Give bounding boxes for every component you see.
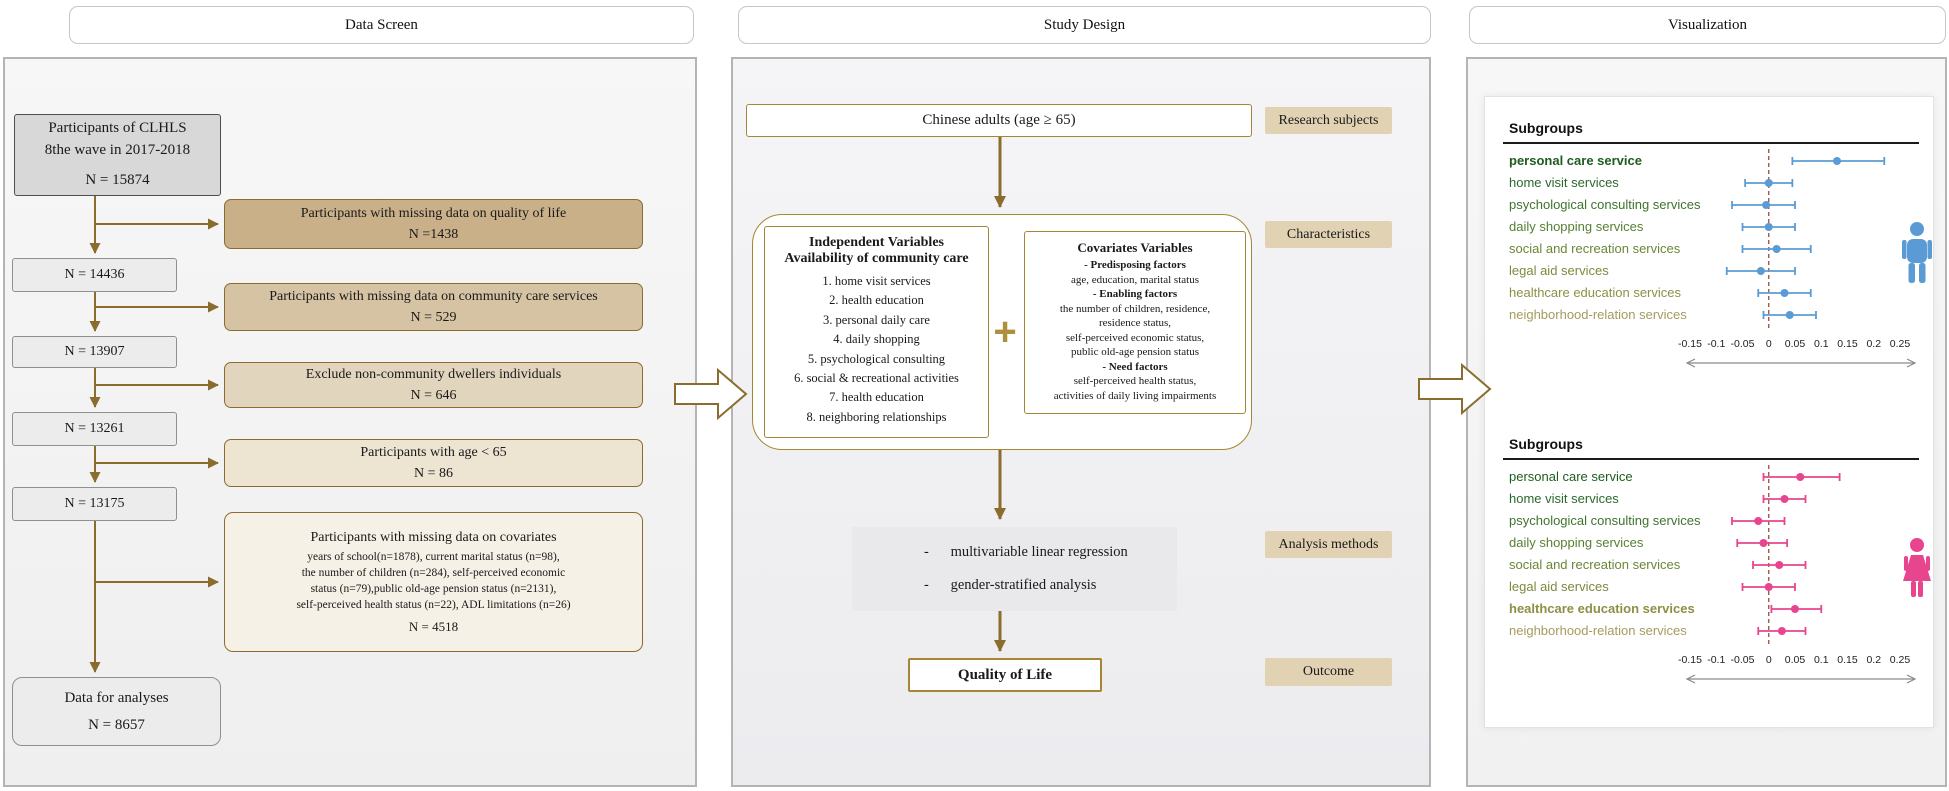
header-label: Study Design xyxy=(1043,16,1126,33)
forest-plot-svg xyxy=(1485,427,1935,727)
independent-title1: Independent Variables xyxy=(809,235,944,250)
exclusion-text: Exclude non-community dwellers individuals xyxy=(305,367,562,382)
n-box-13175 xyxy=(12,487,177,521)
covariates-heading: - Enabling factors xyxy=(1092,288,1178,301)
exclusion-text: Participants with missing data on quality of life xyxy=(300,206,567,221)
analysis-methods-box xyxy=(852,527,1177,611)
point-estimate xyxy=(1754,517,1762,525)
forest-title: Subgroups xyxy=(1509,120,1583,136)
forest-row-label: psychological consulting services xyxy=(1509,513,1701,528)
x-tick-label: 0.15 xyxy=(1837,654,1858,666)
start-line1: Participants of CLHLS xyxy=(48,120,187,137)
header-pill-visualization xyxy=(1469,6,1946,44)
independent-item: 8. neighboring relationships xyxy=(806,409,947,424)
point-estimate xyxy=(1778,627,1786,635)
research-subjects-box xyxy=(746,104,1252,137)
exclusion-box-quality-of-life xyxy=(224,199,643,249)
independent-item: 1. home visit services xyxy=(822,274,931,288)
independent-title2: Availability of community care xyxy=(784,251,969,266)
data-screen-panel xyxy=(3,57,697,787)
n-box-14436 xyxy=(12,258,177,292)
side-label-analysis-methods xyxy=(1265,531,1392,558)
point-estimate xyxy=(1786,311,1794,319)
side-label-text: Characteristics xyxy=(1286,226,1371,242)
n-value: N = 13261 xyxy=(64,421,125,436)
forest-plot-card xyxy=(1484,96,1934,728)
side-label-text: Outcome xyxy=(1302,664,1355,679)
forest-row-label: home visit services xyxy=(1509,175,1619,190)
exclusion-detail-line: status (n=79),public old-age pension status (n=2131), xyxy=(310,582,557,595)
x-tick-label: 0.05 xyxy=(1784,654,1806,666)
independent-item: 5. psychological consulting xyxy=(807,351,946,366)
forest-title: Subgroups xyxy=(1509,436,1583,452)
x-tick-label: 0.25 xyxy=(1889,338,1911,350)
covariates-line: the number of children, residence, xyxy=(1059,302,1211,315)
final-n: N = 8657 xyxy=(88,716,145,733)
x-tick-label: -0.1 xyxy=(1707,338,1726,350)
exclusion-text: Participants with age < 65 xyxy=(360,445,507,460)
final-line1: Data for analyses xyxy=(64,689,169,706)
analysis-line-stratified: - gender-stratified analysis xyxy=(924,577,1097,593)
x-tick-label: 0.1 xyxy=(1813,338,1829,350)
exclusion-box-community-care xyxy=(224,283,643,331)
forest-plot-svg xyxy=(1485,111,1935,411)
x-tick-label: -0.1 xyxy=(1707,654,1726,666)
point-estimate xyxy=(1796,473,1804,481)
forest-row-label: healthcare education services xyxy=(1509,601,1695,616)
exclusion-detail-line: years of school(n=1878), current marital status (n=98), xyxy=(307,551,560,564)
covariates-line: public old-age pension status xyxy=(1070,346,1199,359)
header-pill-data-screen xyxy=(69,6,694,44)
header-pill-study-design xyxy=(738,6,1431,44)
exclusion-n: N =1438 xyxy=(408,227,459,242)
n-value: N = 13907 xyxy=(64,344,125,359)
x-tick-label: 0.05 xyxy=(1784,338,1806,350)
start-box-clhls-participants xyxy=(14,114,221,196)
x-tick-label: 0.2 xyxy=(1866,338,1882,350)
forest-row-label: social and recreation services xyxy=(1509,557,1681,572)
covariates-line: self-perceived health status, xyxy=(1073,375,1197,388)
x-tick-label: -0.05 xyxy=(1730,338,1755,350)
forest-row-label: personal care service xyxy=(1509,153,1642,168)
covariates-line: activities of daily living impairments xyxy=(1053,389,1217,402)
female-person-icon xyxy=(1903,538,1931,597)
exclusion-n: N = 646 xyxy=(410,388,457,403)
forest-plot-female xyxy=(1485,427,1935,727)
exclusion-n: N = 4518 xyxy=(408,619,459,635)
analysis-line-regression: - multivariable linear regression xyxy=(924,544,1128,560)
point-estimate xyxy=(1773,245,1781,253)
point-estimate xyxy=(1760,539,1768,547)
exclusion-detail-line: self-perceived health status (n=22), ADL limitations (n=26) xyxy=(296,598,571,611)
start-line2: 8the wave in 2017-2018 xyxy=(44,142,191,159)
forest-row-label: neighborhood-relation services xyxy=(1509,307,1687,322)
independent-item: 7. health education xyxy=(829,390,924,405)
visualization-panel xyxy=(1466,57,1947,787)
covariates-box xyxy=(1024,231,1246,414)
point-estimate xyxy=(1765,583,1773,591)
n-value: N = 13175 xyxy=(64,496,125,511)
covariates-title: Covariates Variables xyxy=(1077,240,1193,255)
x-tick-label: -0.05 xyxy=(1730,654,1755,666)
point-estimate xyxy=(1791,605,1799,613)
covariates-line: residence status, xyxy=(1098,317,1172,330)
exclusion-box-non-community xyxy=(224,362,643,408)
header-label: Visualization xyxy=(1667,16,1748,33)
exclusion-details xyxy=(296,550,570,613)
exclusion-detail-line: the number of children (n=284), self-perceived economic xyxy=(301,566,566,579)
point-estimate xyxy=(1781,495,1789,503)
side-label-characteristics xyxy=(1265,221,1392,248)
point-estimate xyxy=(1781,289,1789,297)
side-label-text: Research subjects xyxy=(1278,112,1379,128)
independent-item: 3. personal daily care xyxy=(823,312,930,327)
study-design-panel xyxy=(731,57,1431,787)
exclusion-n: N = 529 xyxy=(410,310,457,325)
independent-variables-box xyxy=(764,226,989,438)
forest-row-label: psychological consulting services xyxy=(1509,197,1701,212)
n-value: N = 14436 xyxy=(64,267,125,282)
male-person-icon xyxy=(1902,222,1932,283)
n-box-13907 xyxy=(12,336,177,368)
side-label-research-subjects xyxy=(1265,107,1392,134)
forest-plot-male xyxy=(1485,111,1935,411)
forest-row-label: legal aid services xyxy=(1509,579,1609,594)
final-box-data-for-analyses xyxy=(12,677,221,746)
covariates-heading: - Predisposing factors xyxy=(1084,259,1186,272)
start-n: N = 15874 xyxy=(85,171,150,188)
point-estimate xyxy=(1833,157,1841,165)
plus-icon xyxy=(989,309,1021,354)
n-box-13261 xyxy=(12,412,177,446)
forest-row-label: neighborhood-relation services xyxy=(1509,623,1687,638)
forest-row-label: daily shopping services xyxy=(1509,535,1644,550)
x-tick-label: 0 xyxy=(1765,338,1772,350)
exclusion-box-covariates xyxy=(224,512,643,652)
independent-item: 2. health education xyxy=(829,293,924,308)
independent-item: 4. daily shopping xyxy=(833,332,920,347)
x-tick-label: 0.15 xyxy=(1837,338,1858,350)
x-tick-label: 0.2 xyxy=(1866,654,1882,666)
x-tick-label: 0.25 xyxy=(1889,654,1911,666)
x-tick-label: -0.15 xyxy=(1678,338,1702,350)
exclusion-n: N = 86 xyxy=(413,466,453,481)
header-label: Data Screen xyxy=(345,16,418,33)
side-label-text: Analysis methods xyxy=(1278,536,1379,552)
outcome-text: Quality of Life xyxy=(957,666,1053,683)
covariates-heading: - Need factors xyxy=(1102,360,1168,373)
side-label-outcome xyxy=(1265,658,1392,686)
subjects-text: Chinese adults (age ≥ 65) xyxy=(922,112,1076,128)
independent-item: 6. social & recreational activities xyxy=(794,370,959,385)
x-tick-label: 0.1 xyxy=(1813,654,1829,666)
independent-items xyxy=(765,272,988,427)
exclusion-text: Participants with missing data on community care services xyxy=(269,289,598,304)
exclusion-box-age xyxy=(224,439,643,487)
outcome-box xyxy=(908,658,1102,692)
point-estimate xyxy=(1765,223,1773,231)
exclusion-title: Participants with missing data on covariates xyxy=(310,530,557,546)
point-estimate xyxy=(1757,267,1765,275)
point-estimate xyxy=(1765,179,1773,187)
forest-row-label: healthcare education services xyxy=(1509,285,1681,300)
forest-row-label: home visit services xyxy=(1509,491,1619,506)
forest-row-label: social and recreation services xyxy=(1509,241,1681,256)
covariates-line: age, education, marital status xyxy=(1071,273,1199,286)
forest-row-label: personal care service xyxy=(1509,469,1633,484)
x-tick-label: -0.15 xyxy=(1678,654,1702,666)
point-estimate xyxy=(1762,201,1770,209)
x-tick-label: 0 xyxy=(1765,654,1772,666)
forest-row-label: legal aid services xyxy=(1509,263,1609,278)
forest-row-label: daily shopping services xyxy=(1509,219,1644,234)
covariates-line: self-perceived economic status, xyxy=(1065,331,1205,344)
plus-glyph: + xyxy=(993,309,1017,354)
point-estimate xyxy=(1775,561,1783,569)
